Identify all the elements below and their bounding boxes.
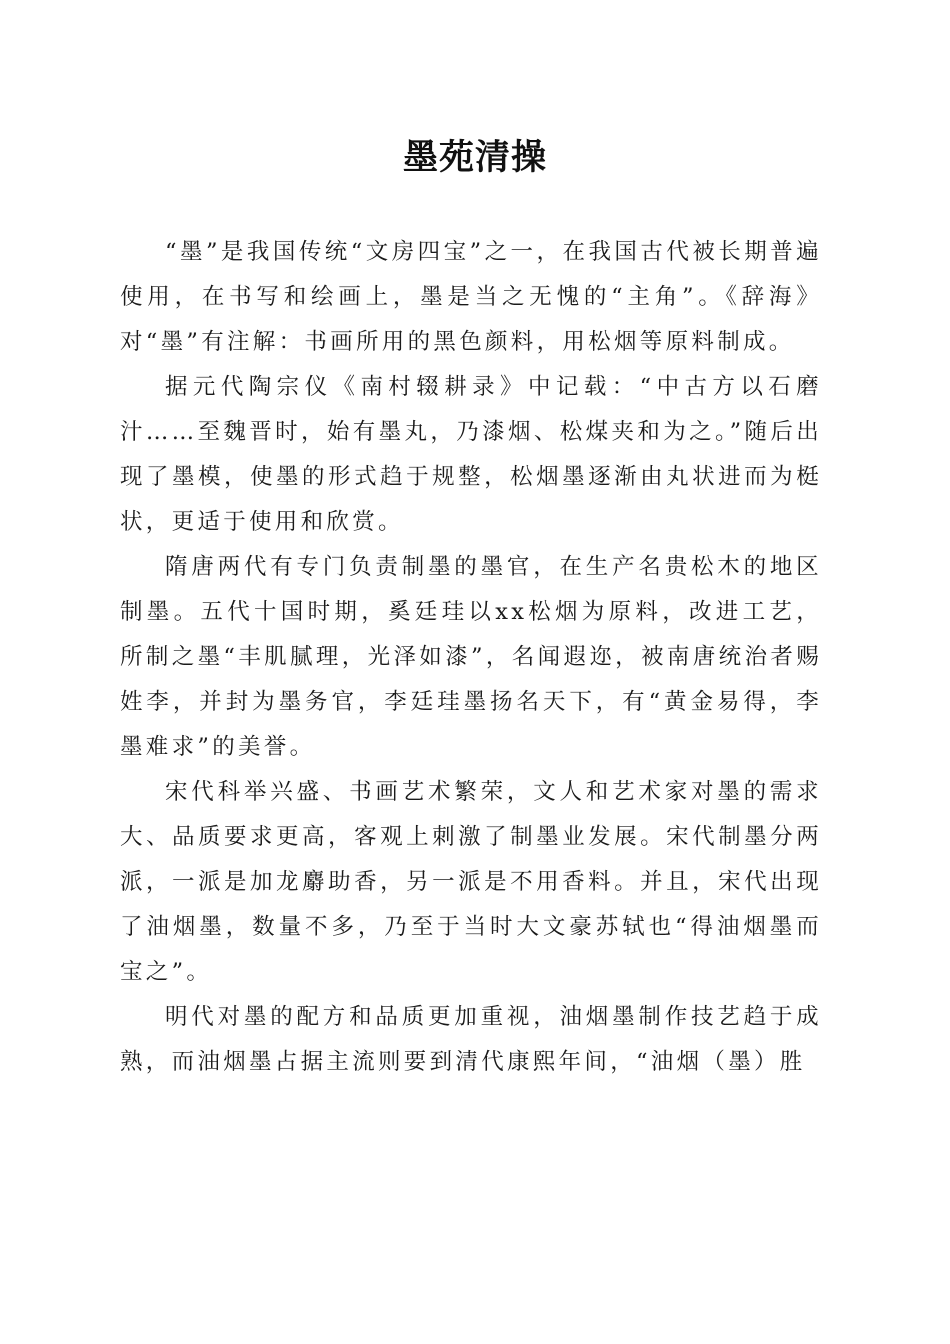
paragraph-5: 明代对墨的配方和品质更加重视，油烟墨制作技艺趋于成熟，而油烟墨占据主流则要到清代康熙年间，“油烟（墨）胜 [120, 1004, 822, 1075]
document-body [120, 230, 822, 1085]
document-title: 墨苑清操 [402, 137, 547, 178]
paragraph-3: 隋唐两代有专门负责制墨的墨官，在生产名贵松木的地区制墨。五代十国时期，奚廷珪以xx松烟为原料，改进工艺，所制之墨“丰肌腻理，光泽如漆”，名闻遐迩，被南唐统治者赐姓李，并封为墨务官，李廷珪墨扬名天下，有“黄金易得，李墨难求”的美誉。 [120, 554, 822, 760]
paragraph-4: 宋代科举兴盛、书画艺术繁荣，文人和艺术家对墨的需求大、品质要求更高，客观上刺激了制墨业发展。宋代制墨分两派，一派是加龙麝助香，另一派是不用香料。并且，宋代出现了油烟墨，数量不多，乃至于当时大文豪苏轼也“得油烟墨而宝之”。 [120, 779, 822, 985]
paragraph-2: 据元代陶宗仪《南村辍耕录》中记载：“中古方以石磨汁……至魏晋时，始有墨丸，乃漆烟、松煤夹和为之。”随后出现了墨模，使墨的形式趋于规整，松烟墨逐渐由丸状进而为梃状，更适于使用和欣赏。 [120, 374, 822, 535]
paragraph-1: “墨”是我国传统“文房四宝”之一，在我国古代被长期普遍使用，在书写和绘画上，墨是当之无愧的“主角”。《辞海》对“墨”有注解：书画所用的黑色颜料，用松烟等原料制成。 [120, 239, 822, 355]
